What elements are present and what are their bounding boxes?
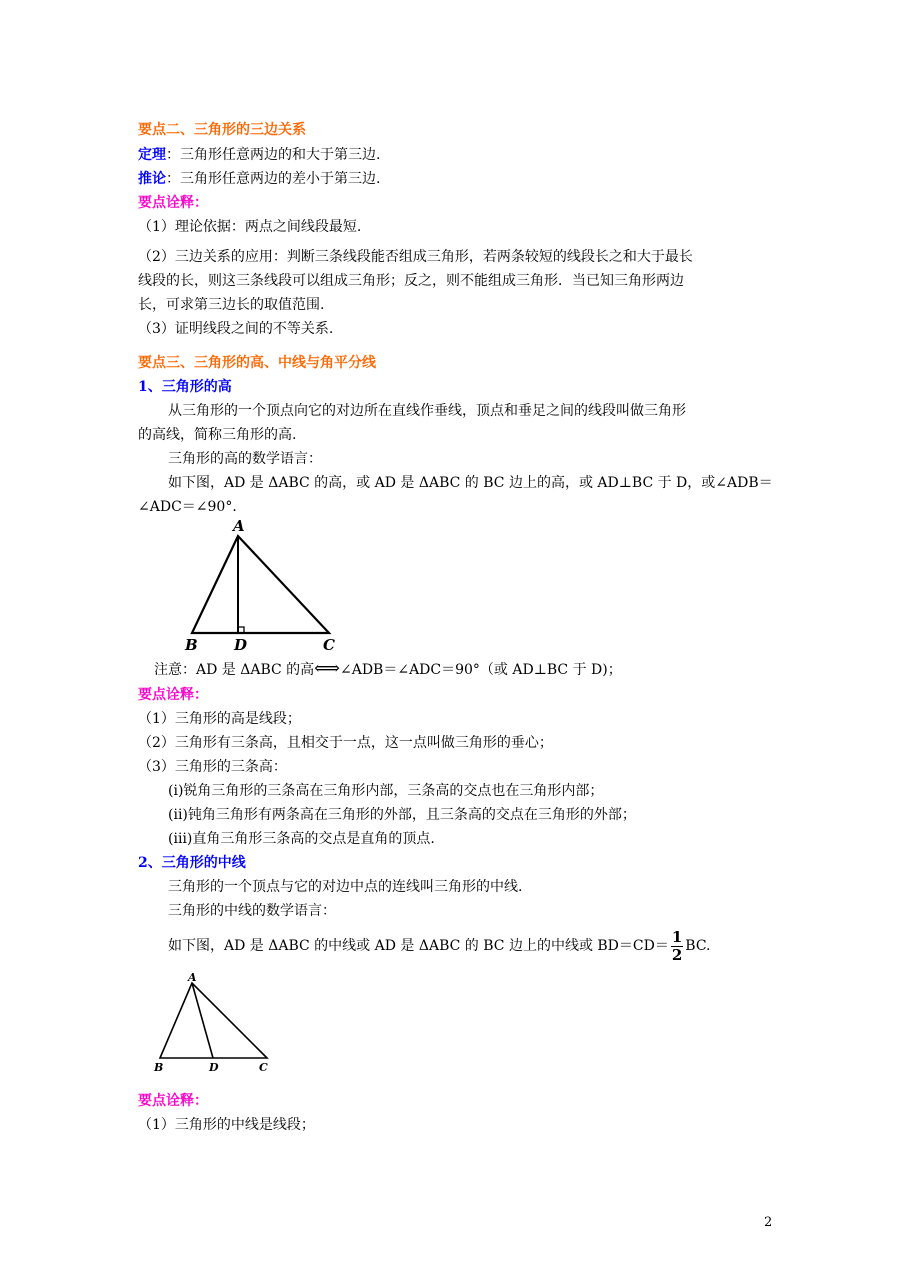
notice-part-b: ∠ADB＝∠ADC＝90°（或 AD⊥BC 于 D)； (339, 662, 622, 678)
label-d-2: D (209, 1061, 219, 1074)
corollary-text: ：三角形任意两边的差小于第三边. (166, 171, 381, 187)
page-number: 2 (764, 1215, 773, 1230)
subheading-altitude: 1、三角形的高 (138, 379, 232, 395)
section-heading-sides: 要点二、三角形的三边关系 (138, 122, 306, 138)
altitude-example-line2: ∠ADC＝∠90°． (138, 499, 247, 515)
altitude-example-line1: 如下图，AD 是 ΔABC 的高，或 AD 是 ΔABC 的 BC 边上的高，或 AD⊥BC 于 D，或∠ADB＝ (168, 475, 773, 491)
median-example-end: BC. (685, 938, 711, 954)
sides-note-3: （3）证明线段之间的不等关系. (138, 321, 334, 337)
subheading-median: 2、三角形的中线 (138, 855, 246, 871)
median-figure (145, 968, 285, 1080)
altitude-notice (154, 660, 622, 679)
median-definition: 三角形的一个顶点与它的对边中点的连线叫三角形的中线. (168, 879, 523, 895)
fraction-numerator: 1 (671, 927, 683, 946)
theorem-text: ：三角形任意两边的和大于第三边. (166, 147, 381, 163)
altitude-note-3-i: (ⅰ)锐角三角形的三条高在三角形内部，三条高的交点也在三角形内部； (168, 783, 604, 799)
triangle-abc (192, 536, 329, 633)
median-example-text: 如下图，AD 是 ΔABC 的中线或 AD 是 ΔABC 的 BC 边上的中线或 BD＝CD＝ (168, 938, 669, 954)
sides-note-2-line3: 长，可求第三边长的取值范围. (138, 297, 325, 313)
median-math-language: 三角形的中线的数学语言： (168, 903, 336, 919)
sides-note-2-line2: 线段的长，则这三条线段可以组成三角形；反之，则不能组成三角形．当已知三角形两边 (138, 273, 684, 289)
section-heading-altitude-median: 要点三、三角形的高、中线与角平分线 (138, 355, 376, 371)
altitude-figure (180, 516, 350, 656)
label-a: A (233, 517, 245, 535)
altitude-math-language: 三角形的高的数学语言： (168, 451, 322, 467)
median-example (168, 928, 711, 964)
theorem-label: 定理 (138, 147, 166, 163)
altitude-note-3-ii: (ⅱ)钝角三角形有两条高在三角形的外部，且三条高的交点在三角形的外部； (168, 807, 636, 823)
fraction-denominator: 2 (671, 945, 683, 964)
triangle-abc-median (160, 983, 267, 1058)
altitude-note-3-iii: (ⅲ)直角三角形三条高的交点是直角的顶点. (168, 831, 435, 847)
iff-arrow-icon: ⟺ (314, 658, 340, 679)
label-b: B (185, 636, 198, 654)
key-note-heading: 要点诠释： (138, 195, 208, 211)
key-note-heading-median: 要点诠释： (138, 1093, 208, 1109)
corollary-line (138, 170, 380, 188)
one-half-fraction (671, 929, 683, 964)
altitude-note-3: （3）三角形的三条高： (138, 759, 287, 775)
notice-part-a: 注意：AD 是 ΔABC 的高 (154, 662, 315, 678)
label-a-2: A (188, 971, 197, 984)
label-b-2: B (154, 1061, 164, 1074)
key-note-heading-altitude: 要点诠释： (138, 687, 208, 703)
sides-note-2-line1: （2）三边关系的应用：判断三条线段能否组成三角形，若两条较短的线段长之和大于最长 (138, 249, 693, 265)
corollary-label: 推论 (138, 171, 166, 187)
sides-note-1: （1）理论依据：两点之间线段最短. (138, 219, 362, 235)
theorem-line (138, 146, 380, 164)
label-c: C (323, 636, 335, 654)
altitude-note-1: （1）三角形的高是线段； (138, 711, 301, 727)
label-c-2: C (259, 1061, 268, 1074)
altitude-definition-line2: 的高线，简称三角形的高. (138, 427, 297, 443)
label-d: D (234, 636, 248, 654)
altitude-definition-line1: 从三角形的一个顶点向它的对边所在直线作垂线，顶点和垂足之间的线段叫做三角形 (168, 403, 686, 419)
altitude-note-2: （2）三角形有三条高，且相交于一点，这一点叫做三角形的垂心； (138, 735, 553, 751)
median-note-1: （1）三角形的中线是线段； (138, 1117, 315, 1133)
